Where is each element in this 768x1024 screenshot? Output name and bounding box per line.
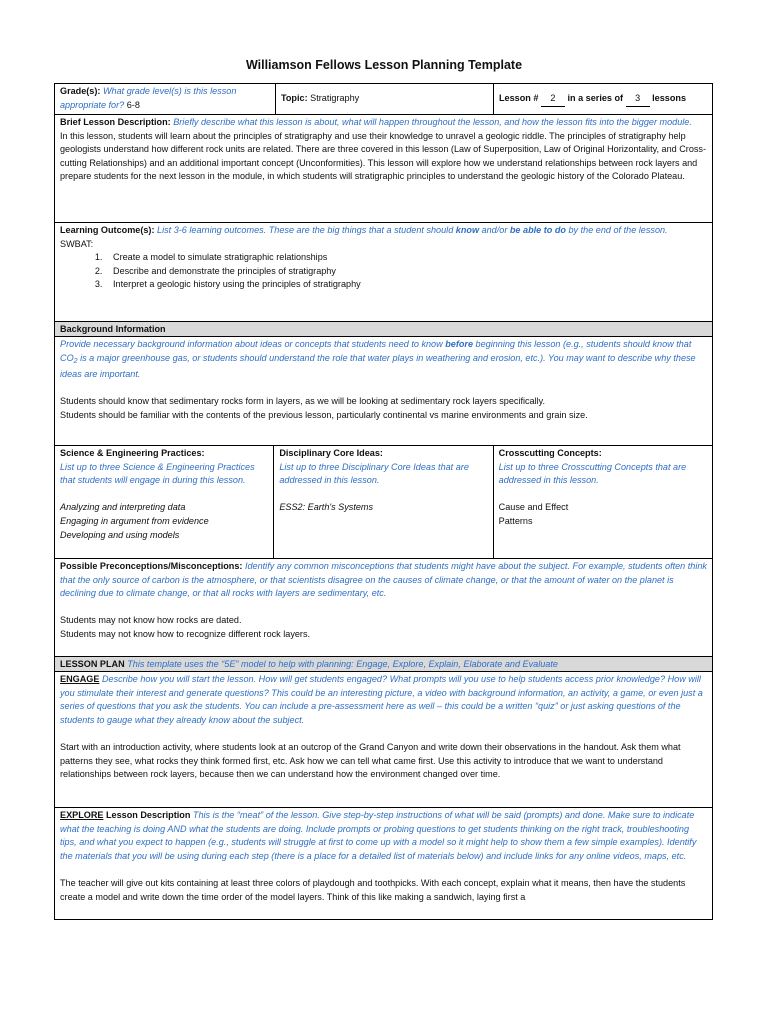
grade-label: Grade(s): bbox=[60, 86, 101, 96]
background-heading: Background Information bbox=[60, 324, 166, 334]
practices-cell bbox=[55, 446, 273, 558]
lesson-number: 2 bbox=[541, 92, 565, 107]
background-section bbox=[55, 337, 712, 446]
grade-cell bbox=[55, 84, 275, 114]
core-ideas-label: Disciplinary Core Ideas: bbox=[279, 448, 383, 458]
series-label: in a series of bbox=[567, 93, 624, 103]
series-count: 3 bbox=[626, 92, 650, 107]
crosscutting-label: Crosscutting Concepts: bbox=[498, 448, 602, 458]
outcomes-prompt: List 3-6 learning outcomes. These are the big things that a student should know and/or be able to do by the end of the lesson. bbox=[157, 225, 668, 235]
standards-row bbox=[55, 446, 712, 559]
background-line: Students should be familiar with the contents of the previous lesson, particularly continental vs marine environments and grain size. bbox=[60, 409, 588, 420]
topic-cell bbox=[275, 84, 493, 114]
engage-label: ENGAGE bbox=[60, 674, 100, 684]
practices-prompt: List up to three Science & Engineering Practices that students will engage in during this lesson. bbox=[60, 461, 255, 486]
background-prompt: Provide necessary background information about ideas or concepts that students need to know before beginning this lesson (e.g., students should know that $CO_2$ is a major greenhouse gas, or students should understand the role that water plays in weathering and erosion, etc.). You may want to describe why these ideas are important. bbox=[60, 339, 696, 380]
topic-label: Topic: bbox=[281, 93, 308, 103]
misconceptions-label: Possible Preconceptions/Misconceptions: bbox=[60, 561, 243, 571]
engage-body: Start with an introduction activity, where students look at an outcrop of the Grand Canyon and write down their observations in the handout. Ask them what patterns they see, what rocks they think formed first, etc. Ask how we can tell what came first. Use this activity to introduce that we want to understand relationships between rock layers, because then we can understand how the environment changed over time. bbox=[60, 741, 681, 780]
practice-item: Engaging in argument from evidence bbox=[60, 515, 209, 526]
crosscutting-item: Cause and Effect bbox=[498, 502, 569, 513]
description-label: Brief Lesson Description bbox=[60, 117, 168, 127]
grade-value: 6-8 bbox=[126, 99, 140, 110]
background-line: Students should know that sedimentary rocks form in layers, as we will be looking at sedimentary rock layers specifically. bbox=[60, 396, 546, 407]
engage-prompt: Describe how you will start the lesson. How will get students engaged? What prompts will you use to help students access prior knowledge? How will you stimulate their interest and generate questions? This could be an interesting picture, a video with background information, an activity, a game, or even just a series of questions that you ask the students. You can include a pre-assessment here as well – this could be a written “quiz” or just asking questions of the students to gauge what they already know about the subject. bbox=[60, 674, 703, 725]
outcomes-list bbox=[60, 251, 707, 292]
learning-outcomes-section bbox=[55, 223, 712, 322]
crosscutting-item: Patterns bbox=[498, 515, 533, 526]
explore-heading: EXPLORE Lesson Description bbox=[60, 810, 191, 820]
lesson-description-section: Brief Lesson Description: Briefly describe what this lesson is about, what will happen throughout the lesson, and how the lesson fits into the bigger module. In this lesson, students will learn about the principles of stratigraphy and use their knowledge to unravel a geologic riddle. The principles of stratigraphy help geologists understand how different rock units are related. There are three covered in this lesson (Law of Superposition, Law of Original Horizontality, and Cross-cutting Relationships) and an additional important concept (Unconformities). This lesson will explore how we understand relationships between rock layers and prepare students for the next lesson in the module, in which students will stratigraphic principles to understand the geologic history of the Colorado Plateau. bbox=[55, 115, 712, 223]
engage-section bbox=[55, 672, 712, 808]
list-item: 3. Interpret a geologic history using the principles of stratigraphy bbox=[105, 278, 707, 292]
description-prompt: Briefly describe what this lesson is about, what will happen throughout the lesson, and how the lesson fits into the bigger module. bbox=[173, 117, 692, 127]
practices-label: Science & Engineering Practices: bbox=[60, 448, 205, 458]
grade-prompt: What grade level(s) is this lesson appropriate for? bbox=[60, 86, 237, 110]
swbat-label: SWBAT: bbox=[60, 238, 94, 249]
topic-value: Stratigraphy bbox=[310, 93, 360, 103]
crosscutting-prompt: List up to three Crosscutting Concepts that are addressed in this lesson. bbox=[498, 461, 687, 486]
practice-item: Analyzing and interpreting data bbox=[60, 502, 186, 513]
lessons-label: lessons bbox=[652, 93, 687, 103]
explore-body: The teacher will give out kits containing at least three colors of playdough and toothpicks. With each concept, explain what it means, then have the students create a model and write down the time order of the model layers. Think of this like making a sandwich, laying first a bbox=[60, 877, 686, 902]
lesson-number-cell bbox=[493, 84, 712, 114]
crosscutting-cell bbox=[493, 446, 712, 558]
explore-section bbox=[55, 808, 712, 920]
misconceptions-prompt: Identify any common misconceptions that students might have about the subject. For example, students often think that the only source of carbon is the atmosphere, or that scientists disagree on the causes of climate change, or that the amount of water on the planet is declining due to climate change, or that all rocks with layers are sedimentary, etc. bbox=[60, 561, 707, 599]
lesson-label: Lesson # bbox=[499, 93, 539, 103]
core-ideas-cell bbox=[273, 446, 492, 558]
lesson-template-table bbox=[54, 83, 713, 920]
lesson-plan-prompt: This template uses the “5E” model to help with planning: Engage, Explore, Explain, Elaborate and Evaluate bbox=[127, 659, 558, 669]
misconception-line: Students may not know how to recognize different rock layers. bbox=[60, 628, 311, 639]
misconceptions-section bbox=[55, 559, 712, 657]
list-item: 2. Describe and demonstrate the principles of stratigraphy bbox=[105, 265, 707, 279]
explore-prompt: This is the “meat” of the lesson. Give step-by-step instructions of what will be said (prompts) and done. Make sure to indicate what the teaching is doing AND what the students are doing. Include prompts or probing questions to get students thinking on the right track, troubleshooting tips, and what you expect to happen (e.g., students will struggle at first to come up with a model so it might help to show them a few simple examples). Identify the materials that you will be using during each step (there is a place for a detailed list of materials below) and include links for any online videos, maps, etc. bbox=[60, 810, 697, 861]
page-title: Williamson Fellows Lesson Planning Template bbox=[245, 58, 523, 72]
description-body: In this lesson, students will learn about the principles of stratigraphy and use their knowledge to unravel a geologic riddle. The principles of stratigraphy help geologists understand how different rock units are related. There are three covered in this lesson (Law of Superposition, Law of Original Horizontality, and Cross-cutting Relationships) and an additional important concept (Unconformities). This lesson will explore how we understand relationships between rock layers and prepare students for the next lesson in the module, in which students will stratigraphic principles to understand the geologic history of the Colorado Plateau. bbox=[60, 130, 706, 182]
lesson-plan-heading-row bbox=[55, 657, 712, 672]
core-idea-item: ESS2: Earth's Systems bbox=[279, 502, 374, 513]
core-ideas-prompt: List up to three Disciplinary Core Ideas that are addressed in this lesson. bbox=[279, 461, 469, 486]
list-item: 1. Create a model to simulate stratigraphic relationships bbox=[105, 251, 707, 265]
misconception-line: Students may not know how rocks are dated. bbox=[60, 615, 242, 626]
outcomes-label: Learning Outcome(s): bbox=[60, 225, 155, 235]
header-row bbox=[55, 84, 712, 115]
lesson-plan-label: LESSON PLAN bbox=[60, 659, 125, 669]
background-heading-row bbox=[55, 322, 712, 337]
practice-item: Developing and using models bbox=[60, 529, 180, 540]
